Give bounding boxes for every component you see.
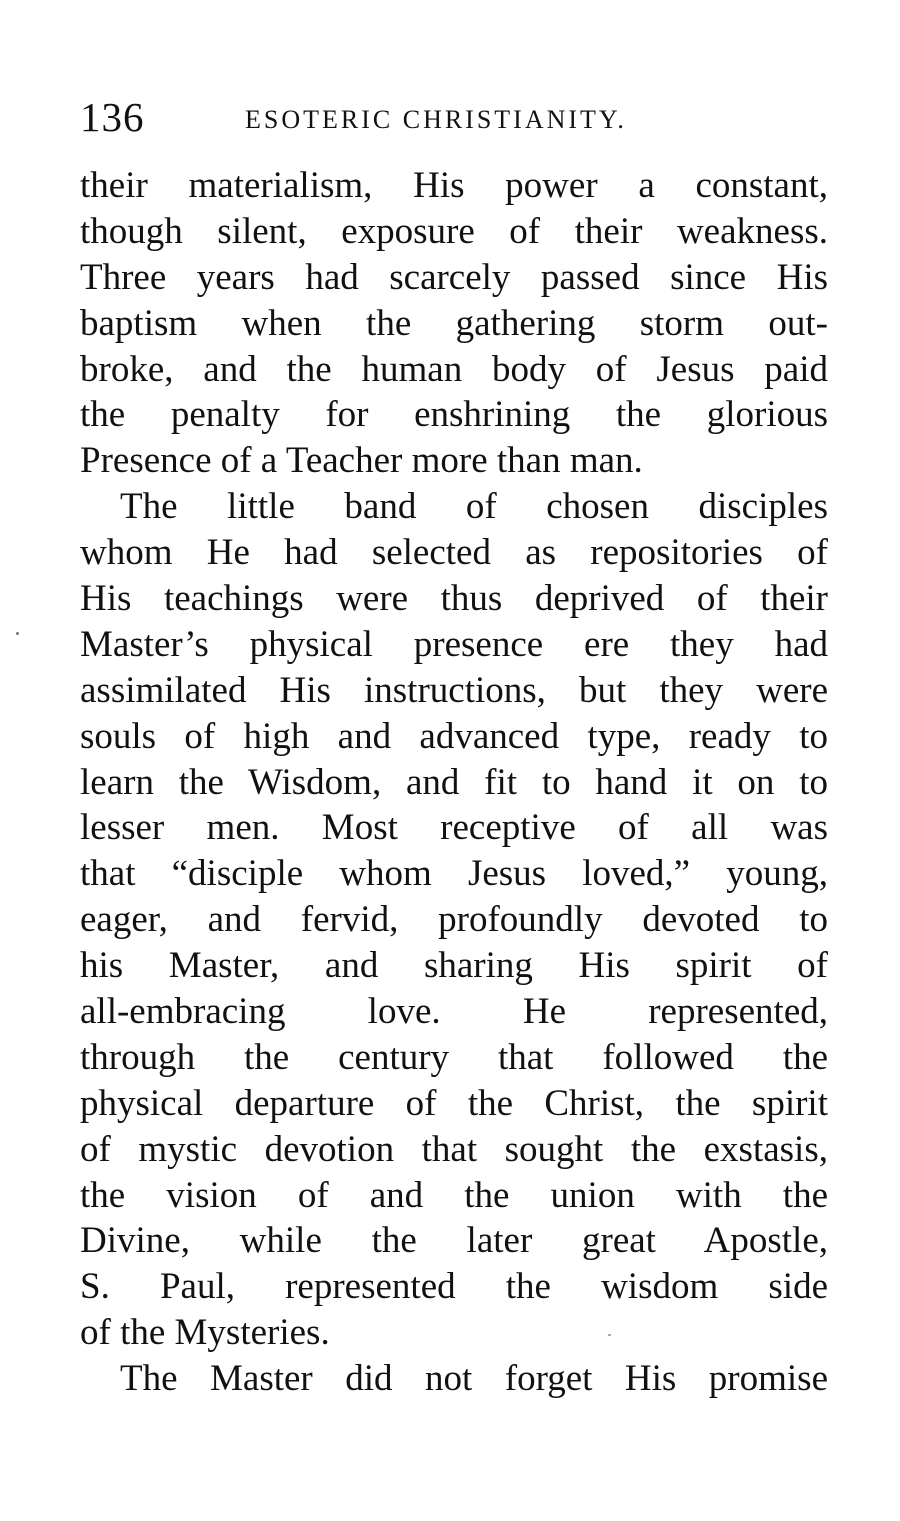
text-line: Presence of a Teacher more than man. xyxy=(80,440,643,482)
text-line: the vision of and the union with the xyxy=(80,1174,828,1216)
text-line: whom He had selected as repositories of xyxy=(80,532,828,574)
scan-speck xyxy=(16,632,19,635)
scan-speck xyxy=(608,1334,611,1336)
text-line: eager, and fervid, profoundly devoted to xyxy=(80,899,828,941)
text-line: learn the Wisdom, and fit to hand it on to xyxy=(80,761,828,803)
text-line: baptism when the gathering storm out- xyxy=(80,302,828,344)
body-text xyxy=(80,163,828,1402)
text-line: S. Paul, represented the wisdom side xyxy=(80,1266,828,1308)
text-line: His teachings were thus deprived of their xyxy=(80,578,828,620)
page-header xyxy=(80,92,840,142)
text-line: their materialism, His power a constant, xyxy=(80,165,828,206)
text-line: through the century that followed the xyxy=(80,1036,828,1078)
text-line: of the Mysteries. xyxy=(80,1312,330,1354)
text-line: broke, and the human body of Jesus paid xyxy=(80,348,828,390)
text-line: though silent, exposure of their weakness. xyxy=(80,210,828,252)
text-line: Master’s physical presence ere they had xyxy=(80,623,828,665)
text-line: Three years had scarcely passed since His xyxy=(80,256,828,298)
text-line: physical departure of the Christ, the spirit xyxy=(80,1082,828,1124)
text-line: souls of high and advanced type, ready to xyxy=(80,715,828,757)
text-line: the penalty for enshrining the glorious xyxy=(80,394,828,436)
text-line: that “disciple whom Jesus loved,” young, xyxy=(80,853,828,895)
text-line: The little band of chosen disciples xyxy=(120,486,828,528)
text-line: all-embracing love. He represented, xyxy=(80,991,828,1033)
text-line: The Master did not forget His promise xyxy=(120,1358,828,1400)
text-line: his Master, and sharing His spirit of xyxy=(80,945,828,987)
text-line: assimilated His instructions, but they were xyxy=(80,669,828,711)
text-line: of mystic devotion that sought the exstasis, xyxy=(80,1128,828,1170)
running-title: ESOTERIC CHRISTIANITY. xyxy=(245,105,627,134)
text-line: lesser men. Most receptive of all was xyxy=(80,807,828,849)
text-line: Divine, while the later great Apostle, xyxy=(80,1220,828,1262)
page-number: 136 xyxy=(80,94,145,140)
